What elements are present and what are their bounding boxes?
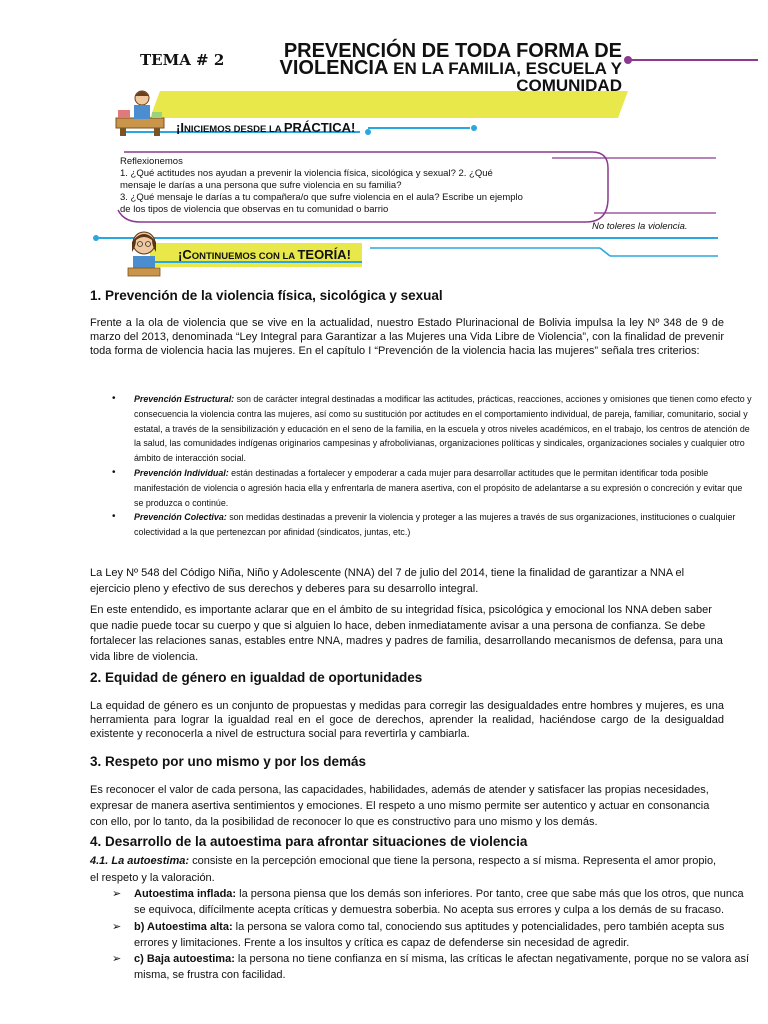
bullet-lead: Prevención Estructural: <box>134 394 235 404</box>
section-2-heading: 2. Equidad de género en igualdad de oportunidades <box>90 670 423 685</box>
arrow-bullet-icon: ➢ <box>112 888 122 900</box>
list-item <box>112 919 752 952</box>
reflexion-label: Reflexionemos <box>120 156 183 167</box>
section-1-intro-text: Frente a la ola de violencia que se vive en la actualidad, nuestro Estado Plurinacional de Bolivia impulsa la ley Nº 348 de 9 de marzo del 2013, denominada “Ley Integral para Garantizar a las Mujeres una Vida Libre de Violencia”, con la finalidad de prevenir toda forma de violencia hacia las mujeres. En el capítulo I “Prevención de la violencia hacia las mujeres” señala tres criterios: <box>90 317 724 357</box>
tema-label: TEMA # 2 <box>140 51 225 69</box>
teacher-desk-illustration <box>112 84 170 136</box>
banner-practica-prefix: ¡I <box>176 120 184 135</box>
item-lead: c) Baja autoestima: <box>134 953 235 966</box>
item-text: la persona se valora como tal, conociendo sus aptitudes y potencialidades, pero también acepta sus errores y limitaciones. Frente a los insultos y crítica es capaz de defenderse sin necesidad de agredir. <box>134 920 725 949</box>
section-1-intro <box>90 316 724 358</box>
bullet-text: son medidas destinadas a prevenir la violencia y proteger a las mujeres a través de sus organizaciones, instituciones o cualquier colectividad a la que pertenezcan por afinidad (sindicatos, juntas, etc.) <box>134 512 736 538</box>
section-4-heading: 4. Desarrollo de la autoestima para afrontar situaciones de violencia <box>90 834 528 849</box>
section-4-sub-lead: 4.1. La autoestima: <box>90 855 190 867</box>
item-lead: b) Autoestima alta: <box>134 920 233 933</box>
student-girl-illustration <box>124 228 164 278</box>
banner-teoria-end: ! <box>346 247 351 262</box>
reflexion-q3: 3. ¿Qué mensaje le darías a tu compañera/o que sufre violencia en el aula? Escribe un ejemplo de los tipos de violencia que observas en tu comunidad o barrio <box>120 192 523 215</box>
nna-paragraph-1 <box>90 566 724 597</box>
section-3-heading: 3. Respeto por uno mismo y por los demás <box>90 754 367 769</box>
title-line-2 <box>279 57 622 79</box>
arrow-bullet-icon: ➢ <box>112 920 122 933</box>
item-text: la persona piensa que los demás son inferiores. Por tanto, cree que sabe más que los otros, que nunca se equivoca, difícilmente acepta críticas y demuestra soberbia. No acepta sus errores y culpa a los demás de su fracaso. <box>134 888 744 917</box>
bullet-text: son de carácter integral destinadas a modificar las actitudes, prácticas, reacciones, acciones y omisiones que tienen como efecto y consecuencia la violencia contra las mujeres, así como su sustitución por actitudes en el comportamiento individual, de pareja, familiar, comunitario, social y estatal, a través de la sensibilización y educación en el seno de la familia, en la escuela y otros niveles académicos, en el trabajo, los centros de atención de la salud, las comunidades indígenas originarios campesinas y afrobolivianas, organizaciones políticas y sindicales, organizaciones sociales y cualquier otro ámbito de interacción social. <box>134 394 752 464</box>
bullet-dot-icon: • <box>112 393 116 404</box>
list-item <box>112 392 754 466</box>
bullet-lead: Prevención Individual: <box>134 467 229 478</box>
banner-teoria <box>178 247 351 262</box>
autoestima-list <box>112 886 752 984</box>
banner-teoria-small: ONTINUEMOS CON LA <box>191 251 298 262</box>
section-2-text: La equidad de género es un conjunto de propuestas y medidas para corregir las desigualdades entre hombres y mujeres, es una herramienta para lograr la igualdad real en el goce de derechos, aprender la realidad, haciéndose cargo de la desigualdad existente y reconocerla a nivel de estructura social para revertirla y cambiarla. <box>90 700 724 740</box>
section-1-heading: 1. Prevención de la violencia física, sicológica y sexual <box>90 288 443 303</box>
bullet-text: están destinadas a fortalecer y empoderar a cada mujer para desarrollar actitudes que le permitan identificar toda posible manifestación de violencia o agresión hacia ella y enfrentarla de manera asertiva, con el propósito de adelantarse a su expresión o concreción y evitar que se produzca o continúe. <box>134 467 743 508</box>
banner-practica-big: PRÁCTICA! <box>283 120 356 135</box>
nna-paragraph-2 <box>90 603 724 665</box>
quote-text: No toleres la violencia. <box>592 221 688 232</box>
nna-paragraph-2-text: En este entendido, es importante aclarar que en el ámbito de su integridad física, psicológica y emocional los NNA deben saber que nadie puede tocar su cuerpo y que si alguien lo hace, deben inmediatamente avisar a una persona de confianza. Se debe fortalecer las relaciones sanas, estables entre NNA, madres y padres de familia, desarrollando mecanismos de defensa, para una vida libre de violencia. <box>90 604 723 663</box>
list-item <box>112 886 752 919</box>
item-text: la persona no tiene confianza en sí misma, las críticas le afectan negativamente, porque no se valora así misma, se frustra con facilidad. <box>134 953 750 982</box>
section-3-text: Es reconocer el valor de cada persona, las capacidades, habilidades, además de atender y satisfacer las propias necesidades, expresar de manera asertiva sentimientos y emociones. El respeto a uno mismo permite ser autentico y actuar en consonancia con ello, por lo tanto, da la posibilidad de reconocer lo que es constructivo para uno mismo y los demás. <box>90 784 710 828</box>
section-4-sub-text: consiste en la percepción emocional que tiene la persona, respecto a sí misma. Representa el amor propio, el respeto y la valoración. <box>90 855 717 884</box>
page-title <box>279 40 622 95</box>
nna-paragraph-1-text: La Ley Nº 548 del Código Niña, Niño y Adolescente (NNA) del 7 de julio del 2014, tiene la finalidad de garantizar a NNA el ejercicio pleno y efectivo de sus derechos y deberes para su desarrollo integral. <box>90 567 685 595</box>
reflexion-q1: 1. ¿Qué actitudes nos ayudan a prevenir la violencia física, sicológica y sexual? 2. ¿Qué mensaje le darías a una persona que sufre violencia en su familia? <box>120 168 493 191</box>
bullet-dot-icon: • <box>112 466 116 478</box>
title-line-1: PREVENCIÓN DE TODA FORMA DE <box>283 40 622 62</box>
bullet-dot-icon: • <box>112 511 116 523</box>
section-4-intro <box>90 853 724 886</box>
reflexion-box <box>120 156 530 216</box>
title-violencia: VIOLENCIA <box>279 57 389 79</box>
section-3-body <box>90 782 724 830</box>
item-lead: Autoestima inflada: <box>134 888 237 900</box>
arrow-bullet-icon: ➢ <box>112 953 122 966</box>
banner-teoria-prefix: ¡C <box>178 247 192 262</box>
prevention-list <box>112 392 754 540</box>
list-item <box>112 510 754 540</box>
list-item <box>112 951 752 984</box>
banner-practica-small: NICIEMOS DESDE LA <box>183 124 284 135</box>
title-line-3: COMUNIDAD <box>516 76 622 95</box>
bullet-lead: Prevención Colectiva: <box>134 512 227 523</box>
list-item <box>112 466 754 510</box>
title-line-2-rest: EN LA FAMILIA, ESCUELA Y <box>388 59 622 78</box>
banner-practica <box>176 120 355 135</box>
banner-teoria-big: TEORÍA <box>297 247 347 262</box>
section-2-body <box>90 699 724 741</box>
